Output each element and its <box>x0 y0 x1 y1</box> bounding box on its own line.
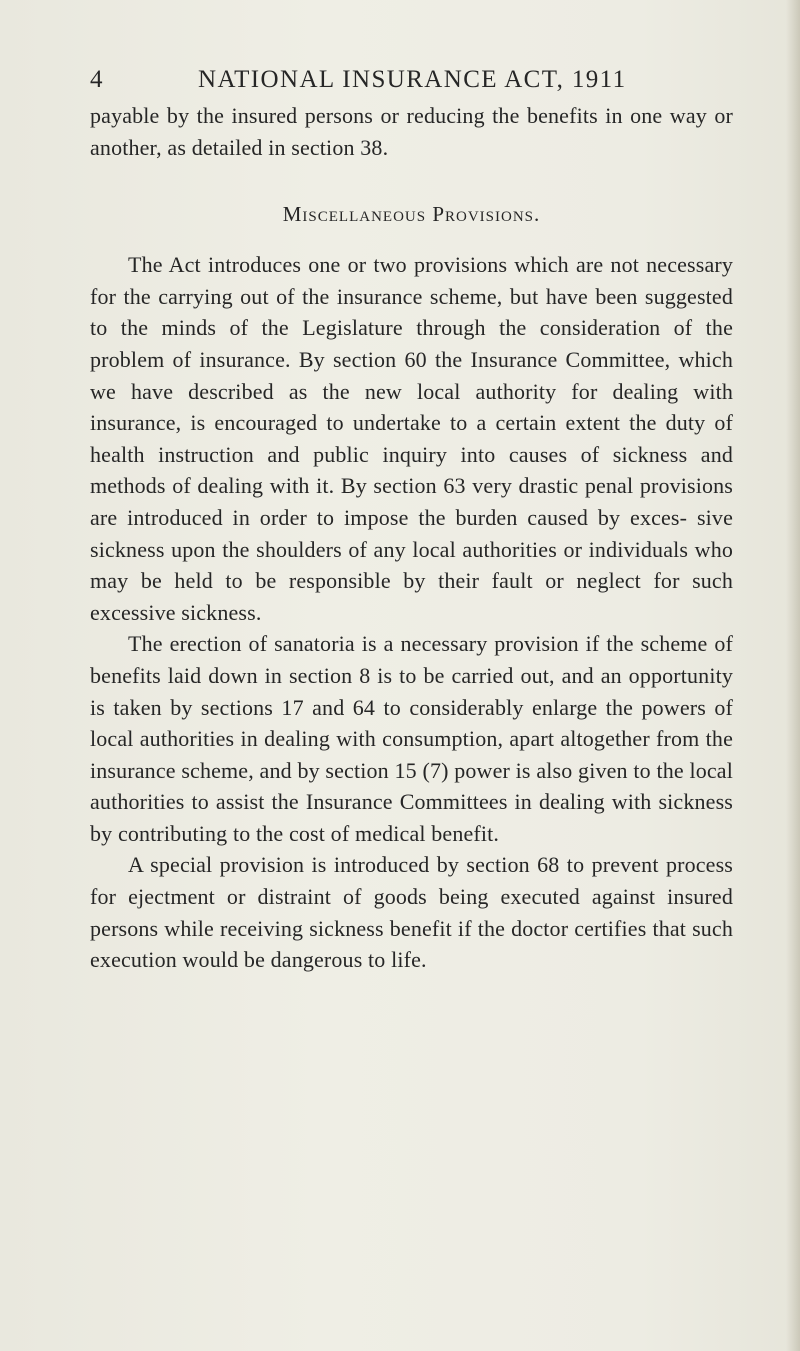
section-heading: Miscellaneous Provisions. <box>282 202 541 227</box>
paragraph: The Act introduces one or two provisions which are not necessary for the carrying out of the insurance scheme, but have been suggested to the minds of the Legislature through the consideration of the problem of insurance. By section 60 the Insurance Committee, which we have described as the new local authority for dealing with insurance, is encouraged to undertake to a certain extent the duty of health instruction and public inquiry into causes of sickness and methods of dealing with it. By section 63 very drastic penal provisions are introduced in order to impose the burden caused by exces- sive sickness upon the shoulders of any local authorities or individuals who may be held to be responsible by their fault or neglect for such excessive sickness. <box>90 252 733 625</box>
body-text <box>90 100 733 976</box>
paragraph-continuation: payable by the insured persons or reducing the benefits in one way or another, as detailed in section 38. <box>90 103 733 160</box>
paragraph: The erection of sanatoria is a necessary provision if the scheme of benefits laid down in section 8 is to be carried out, and an opportunity is taken by sections 17 and 64 to considerably enlarge the powers of local authorities in dealing with consumption, apart altogether from the insurance scheme, and by section 15 (7) power is also given to the local authorities to assist the Insurance Committees in dealing with sickness by contributing to the cost of medical benefit. <box>90 631 733 846</box>
running-head <box>90 60 730 100</box>
paragraph: A special provision is introduced by section 68 to prevent process for ejectment or distraint of goods being executed against insured persons while receiving sickness benefit if the doctor certifies that such execution would be dangerous to life. <box>90 852 733 973</box>
page-number: 4 <box>90 66 103 93</box>
running-title: NATIONAL INSURANCE ACT, 1911 <box>198 66 627 93</box>
page-edge-shadow <box>786 0 800 1351</box>
